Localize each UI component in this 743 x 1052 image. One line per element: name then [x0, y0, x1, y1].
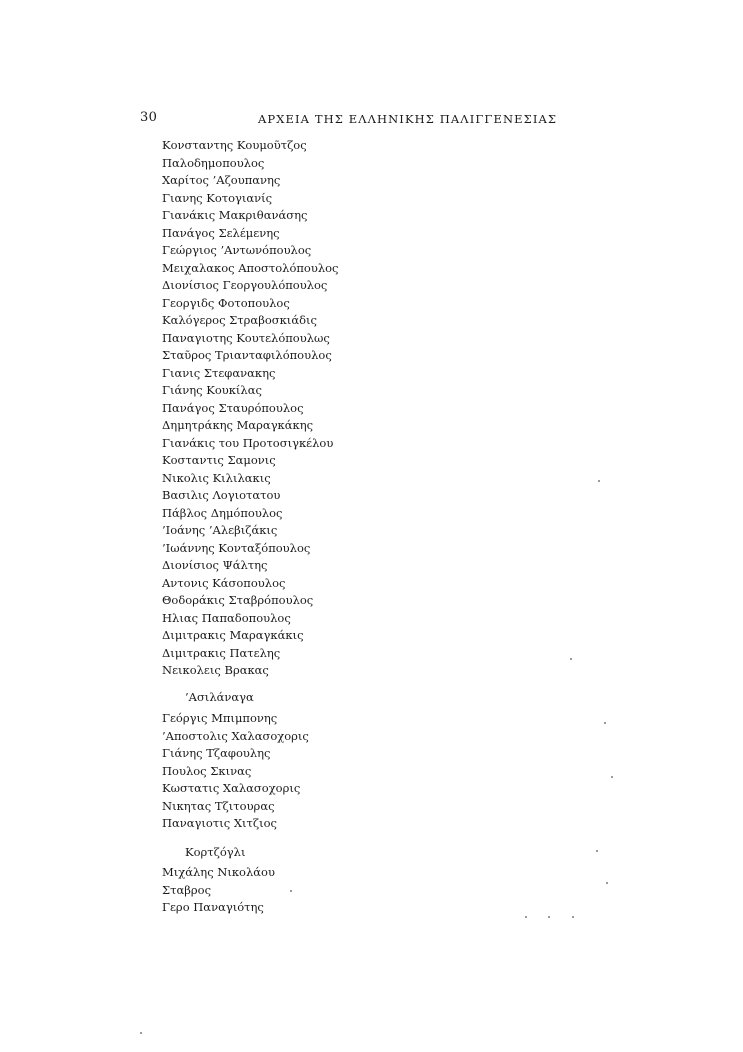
- list-item: Αντονις Κάσοπουλος: [162, 575, 286, 590]
- scan-speck: [572, 916, 574, 918]
- list-item: Γεοργιδς Φοτοπουλος: [162, 295, 290, 310]
- list-item: Γιάνης Τζαφουλης: [162, 746, 271, 760]
- list-item: Δημητράκης Μαραγκάκης: [162, 418, 314, 432]
- scan-speck: [140, 1032, 142, 1034]
- list-item: Γεόργις Μπιμπονης: [162, 711, 278, 725]
- scan-speck: [570, 658, 572, 660]
- list-item: Διονίσιος Γεοργουλόπουλος: [162, 278, 328, 292]
- list-item: Διμιτρακις Πατελης: [162, 645, 281, 660]
- list-item: Κωστατις Χαλασοχορις: [162, 781, 301, 795]
- list-item: Παναγιοτις Χιτζιος: [162, 816, 277, 830]
- list-item: Νικολις Κιλιλακις: [162, 470, 271, 485]
- list-item: Σταῦρος Τριανταφιλόπουλος: [162, 348, 332, 362]
- list-item: Ηλιας Παπαδοπουλος: [162, 610, 291, 625]
- scan-speck: [611, 776, 613, 778]
- list-item: Παλοδημοπουλος: [162, 155, 265, 170]
- list-item: Θοδοράκις Σταβρόπουλος: [162, 593, 314, 607]
- page-number: 30: [140, 110, 158, 125]
- list-item: ’Ιοάνης ’Αλεβιζάκις: [162, 523, 278, 537]
- scan-speck: [604, 722, 606, 724]
- name-list-main: [162, 137, 339, 680]
- list-item: Γιανάκις του Προτοσιγκέλου: [162, 435, 334, 450]
- scan-speck: [290, 890, 292, 892]
- list-item: Παναγιοτης Κουτελόπουλως: [162, 330, 330, 345]
- scan-speck: [606, 882, 608, 884]
- scan-speck: [548, 916, 550, 918]
- list-item: Νικητας Τζιτουρας: [162, 798, 275, 813]
- list-item: Καλόγερος Στραβοσκιάδις: [162, 313, 317, 327]
- list-item: Νεικολεις Βρακας: [162, 663, 269, 677]
- list-item: Βασιλις Λογιοτατου: [162, 488, 281, 502]
- list-item: Μειχαλακος Αποστολόπουλος: [162, 260, 339, 275]
- list-item: ’Αποστολις Χαλασοχορις: [162, 728, 309, 743]
- list-item: Γιάνης Κουκίλας: [162, 383, 262, 397]
- scan-speck: [598, 480, 600, 482]
- list-item: Γιανις Στεφανακης: [162, 365, 276, 380]
- list-item: Γιανάκις Μακριθανάσης: [162, 208, 308, 222]
- list-item: Διονίσιος Ψάλτης: [162, 558, 268, 572]
- section-heading-asilanaga: ’Ασιλάναγα: [185, 690, 254, 704]
- list-item: Πάβλος Δημόπουλος: [162, 505, 283, 520]
- list-item: Πανάγος Σταυρόπουλος: [162, 400, 304, 415]
- scan-speck: [525, 916, 527, 918]
- list-item: Πανάγος Σελέμενης: [162, 225, 280, 240]
- list-item: Γιανης Κοτογιανίς: [162, 190, 273, 205]
- list-item: Σταβρος: [162, 882, 212, 897]
- list-item: Μιχάλης Νικολάου: [162, 865, 275, 879]
- running-head: ΑΡΧΕΙΑ ΤΗΣ ΕΛΛΗΝΙΚΗΣ ΠΑΛΙΓΓΕΝΕΣΙΑΣ: [258, 112, 558, 126]
- list-item: Κοσταντις Σαμονις: [162, 453, 276, 467]
- list-item: Γερο Παναγιότης: [162, 900, 264, 914]
- scan-speck: [596, 850, 598, 852]
- list-item: Κονσταντης Κουμοῦτζος: [162, 138, 307, 152]
- list-item: Χαρίτος ’Αζουπανης: [162, 173, 281, 187]
- list-item: ’Ιωάννης Κονταξόπουλος: [162, 540, 311, 555]
- list-item: Γεώργιος ’Αντωνόπουλος: [162, 243, 312, 257]
- name-list-kortzogli: [162, 864, 275, 917]
- list-item: Πουλος Σκινας: [162, 763, 252, 778]
- list-item: Διμιτρακις Μαραγκάκις: [162, 628, 304, 642]
- section-heading-kortzogli: Κορτζόγλι: [185, 845, 246, 859]
- name-list-asilanaga: [162, 710, 309, 833]
